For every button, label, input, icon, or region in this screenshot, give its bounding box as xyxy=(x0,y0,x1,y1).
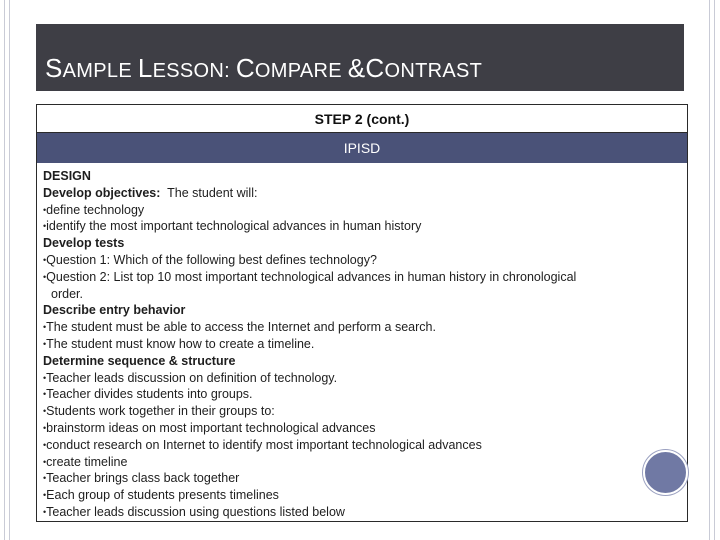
list-item: • Teacher brings class back together xyxy=(43,470,687,487)
step-header-row xyxy=(37,105,687,133)
list-item: • create timeline xyxy=(43,454,687,471)
objective-heading: Develop objectives: xyxy=(43,185,161,200)
step-label: STEP 2 (cont.) xyxy=(314,110,410,127)
list-item: • brainstorm ideas on most important technological advances xyxy=(43,420,687,437)
section-heading: DESIGN xyxy=(43,169,91,183)
title-part: OMPARE xyxy=(254,60,348,82)
title-part: S xyxy=(45,53,63,83)
section-heading: Develop tests xyxy=(43,236,125,251)
title-part: AMPLE xyxy=(62,60,138,82)
list-item: • The student must know how to create a timeline. xyxy=(43,336,687,353)
title-part: ONTRAST xyxy=(384,60,483,82)
list-item: • Teacher divides students into groups. xyxy=(43,386,687,403)
left-border-line xyxy=(9,0,10,540)
list-item: • Each group of students presents timelines xyxy=(43,487,687,504)
title-bar xyxy=(36,24,684,91)
list-item-continuation: order. xyxy=(51,286,83,301)
left-border-line xyxy=(4,0,5,540)
list-item: • Teacher leads discussion on definition of technology. xyxy=(43,370,687,387)
section-label: IPISD xyxy=(343,140,381,156)
right-border-line xyxy=(709,0,710,540)
list-item: • Students work together in their groups to: xyxy=(43,403,687,420)
decorative-circle xyxy=(643,450,688,495)
list-item: • Question 1: Which of the following best defines technology? xyxy=(43,252,687,269)
lesson-table xyxy=(36,104,688,522)
section-heading: Describe entry behavior xyxy=(43,303,186,318)
title-part: C xyxy=(235,53,255,83)
section-header-row xyxy=(37,133,687,163)
list-item: • Teacher leads discussion using questions listed below xyxy=(43,504,687,521)
objective-line xyxy=(43,185,687,202)
list-item: • identify the most important technological advances in human history xyxy=(43,218,687,235)
list-item: • The student must be able to access the Internet and perform a search. xyxy=(43,319,687,336)
lesson-content xyxy=(37,163,687,521)
slide-title xyxy=(45,53,482,84)
list-item: • Question 2: List top 10 most important technological advances in human history in chronological xyxy=(43,269,687,286)
list-item: • define technology xyxy=(43,202,687,219)
title-part: L xyxy=(137,53,153,83)
list-item: • conduct research on Internet to identify most important technological advances xyxy=(43,437,687,454)
objective-text: The student will: xyxy=(160,185,258,200)
title-part: ESSON: xyxy=(152,60,236,82)
title-part: C xyxy=(365,53,385,83)
section-heading: Determine sequence & structure xyxy=(43,353,236,368)
right-border-line xyxy=(714,0,715,540)
title-part: & xyxy=(347,53,366,83)
